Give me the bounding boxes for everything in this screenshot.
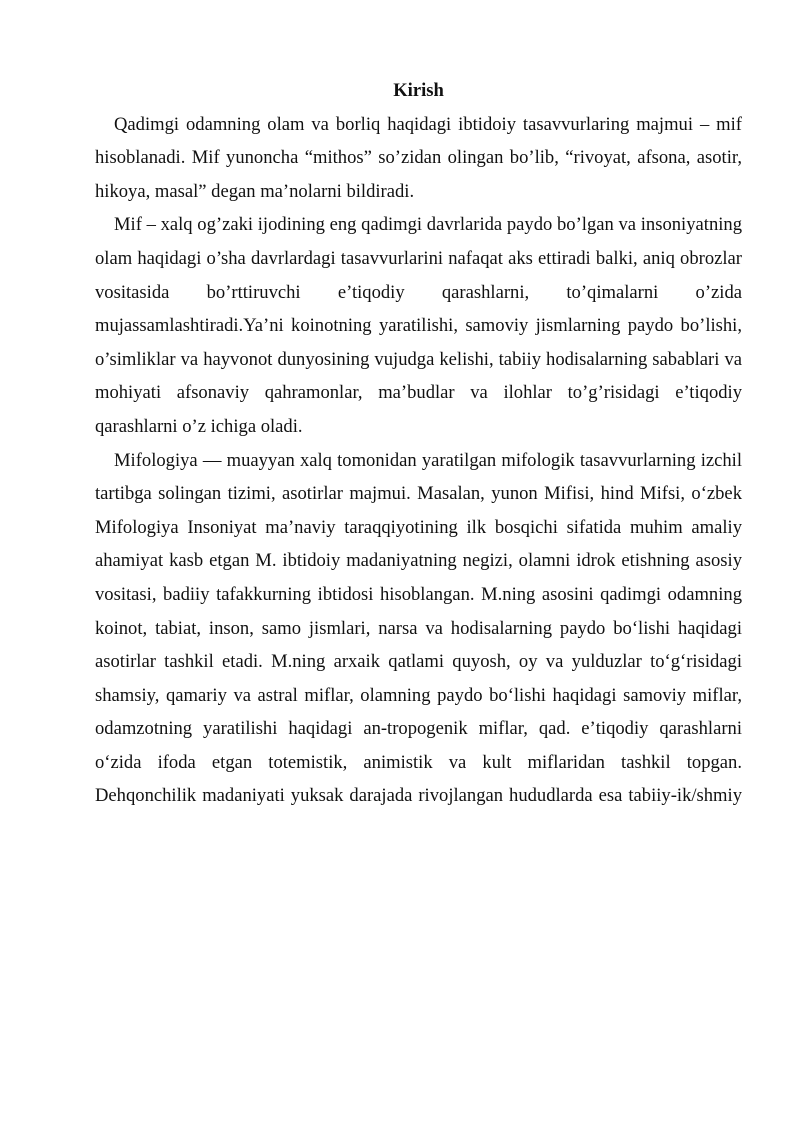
- paragraph-mifologiya: Mifologiya — muayyan xalq tomonidan yaratilgan mifologik tasavvurlarning izchil tartibga solingan tizimi, asotirlar majmui. Masalan, yunon Mifisi, hind Mifsi, oʻzbek Mifologiya Insoniyat maʼnaviy taraqqiyotining ilk bosqichi sifatida muhim amaliy ahamiyat kasb etgan M. ibtidoiy madaniyatning negizi, olamni idrok etishning asosiy vositasi, badiiy tafakkurning ibtidosi hisoblangan. M.ning asosini qadimgi odamning koinot, tabiat, inson, samo jismlari, narsa va hodisalarning paydo boʻlishi haqidagi asotirlar tashkil etadi. M.ning arxaik qatlami quyosh, oy va yulduzlar toʻgʻrisidagi shamsiy, qamariy va astral miflar, olamning paydo boʻlishi haqidagi samoviy miflar, odamzotning yaratilishi haqidagi an-tropogenik miflar, qad. eʼtiqodiy qarashlarni oʻzida ifoda etgan totemistik, animistik va kult miflaridan tashkil topgan. Dehqonchilik madaniyati yuksak darajada rivojlangan hududlarda esa tabiiy-ik/shmiy: [95, 449, 742, 807]
- paragraph-intro: Qadimgi odamning olam va borliq haqidagi ibtidoiy tasavvurlaring majmui – mif hisoblanadi. Mif yunoncha “mithos” so’zidan olingan bo’lib, “rivoyat, afsona, asotir, hikoya, masal” degan ma’nolarni bildiradi.: [95, 113, 742, 202]
- paragraph-mif-definition: Mif – xalq og’zaki ijodining eng qadimgi davrlarida paydo bo’lgan va insoniyatning olam haqidagi o’sha davrlardagi tasavvurlarini nafaqat aks ettiradi balki, aniq obrozlar vositasida bo’rttiruvchi e’tiqodiy qarashlarni, to’qimalarni o’zida mujassamlashtiradi.Ya’ni koinotning yaratilishi, samoviy jismlarning paydo bo’lishi, o’simliklar va hayvonot dunyosining vujudga kelishi, tabiiy hodisalarning sabablari va mohiyati afsonaviy qahramonlar, ma’budlar va ilohlar to’g’risidagi e’tiqodiy qarashlarni o’z ichiga oladi.: [95, 214, 742, 437]
- document-page: [95, 74, 742, 813]
- document-title: Kirish: [393, 80, 444, 101]
